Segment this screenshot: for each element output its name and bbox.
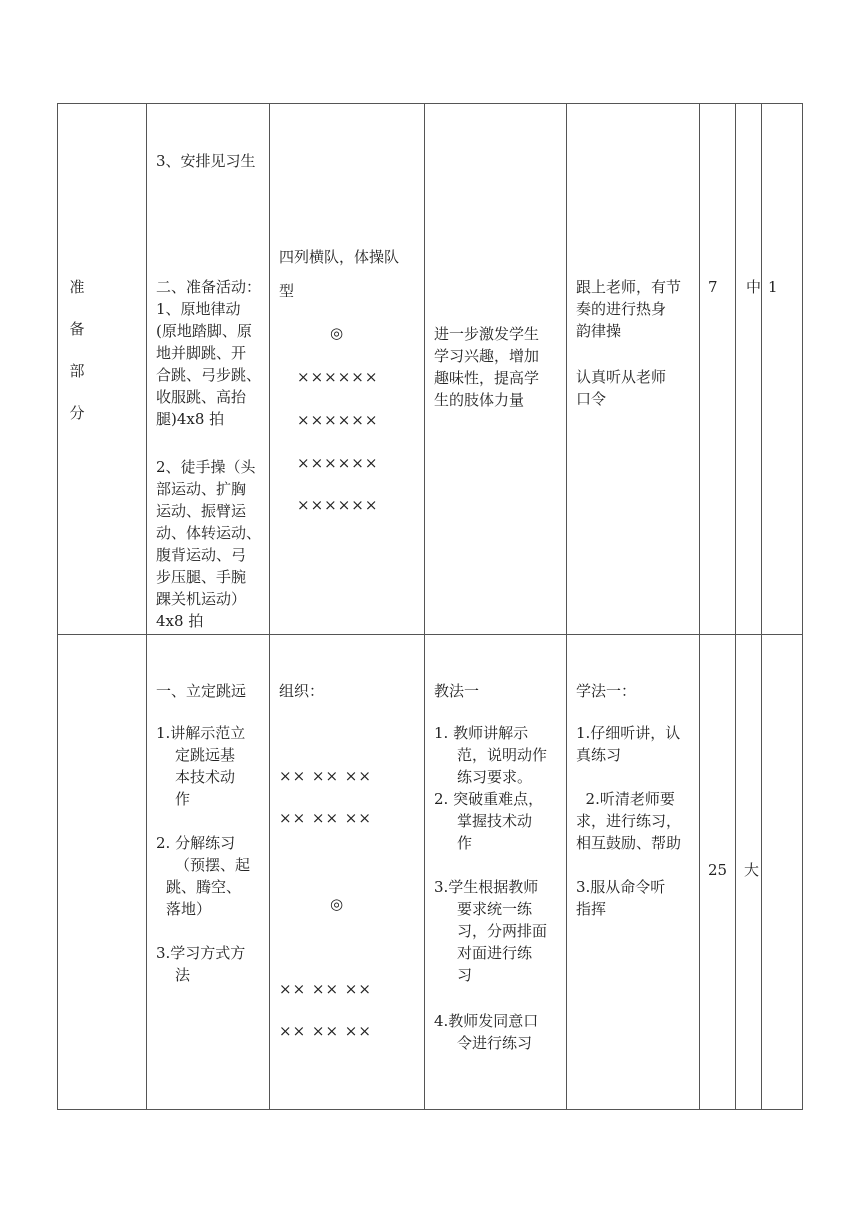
prep-teacher-method-cell	[425, 104, 567, 635]
warmup-item-2: 2、徒手操（头 部运动、扩胸 运动、振臂运 动、体转运动、 腹背运动、弓 步压腿、手腕 踝关机运动） 4x8 拍	[156, 458, 262, 630]
content-item-1: 1.讲解示范立 定跳远基 本技术动 作	[156, 724, 246, 808]
basic-time-cell	[700, 635, 736, 1110]
content-item-3: 3.学习方式方 法	[156, 944, 246, 984]
student-method-item-3: 3.服从命令听 指挥	[576, 878, 666, 918]
formation-row: ×× ×× ××	[279, 1022, 372, 1040]
lesson-plan-table	[57, 103, 803, 1110]
student-method-label: 学法一：	[576, 682, 637, 700]
intensity-value: 中	[746, 278, 762, 296]
section-char: 部	[69, 362, 85, 380]
time-value: 7	[708, 278, 718, 296]
basic-organization-cell	[270, 635, 425, 1110]
basic-intensity-cell	[736, 635, 762, 1110]
content-item-2: 2. 分解练习 （预摆、起 跳、腾空、 落地）	[156, 834, 251, 918]
teacher-method-item-2: 2. 突破重难点， 掌握技术动 作	[434, 790, 544, 852]
intensity-value: 大	[744, 861, 760, 879]
formation-row: ××××××	[297, 411, 379, 429]
standing-long-jump-heading: 一、立定跳远	[156, 682, 247, 700]
prep-section-row	[58, 104, 803, 635]
basic-section-label-cell	[58, 635, 147, 1110]
formation-row: ××××××	[297, 368, 379, 386]
basic-section-row	[58, 635, 803, 1110]
student-method-listen: 认真听从老师 口令	[576, 368, 667, 408]
section-char: 准	[69, 278, 85, 296]
student-method-item-2: 2.听清老师要 求，进行练习， 相互鼓励、帮助	[576, 790, 682, 852]
count-value: 1	[768, 278, 778, 296]
organization-label: 组织：	[279, 682, 325, 700]
prep-student-method-cell	[567, 104, 700, 635]
prep-count-cell	[762, 104, 803, 635]
section-char: 分	[69, 404, 85, 422]
teacher-method-text: 进一步激发学生 学习兴趣，增加 趣味性，提高学 生的肢体力量	[434, 325, 540, 409]
teacher-method-item-3: 3.学生根据教师 要求统一练 习，分两排面 对面进行练 习	[434, 878, 548, 984]
prep-content-cell	[147, 104, 270, 635]
teacher-method-item-1: 1. 教师讲解示 范，说明动作 练习要求。	[434, 724, 548, 786]
teacher-position-symbol: ◎	[330, 324, 345, 342]
prep-organization-cell	[270, 104, 425, 635]
basic-content-cell	[147, 635, 270, 1110]
prep-section-label-cell	[58, 104, 147, 635]
time-value: 25	[708, 861, 728, 879]
student-method-warmup: 跟上老师，有节 奏的进行热身 韵律操	[576, 278, 682, 340]
teacher-method-item-4: 4.教师发同意口 令进行练习	[434, 1012, 539, 1052]
formation-row: ×× ×× ××	[279, 809, 372, 827]
formation-row: ××××××	[297, 454, 379, 472]
formation-row: ×× ×× ××	[279, 980, 372, 998]
formation-description: 四列横队，体操队 型	[279, 248, 400, 300]
warmup-item-1: 1、原地律动 (原地踏脚、原 地并脚跳、开 合跳、弓步跳、 收服跳、高抬 腿)4x8 拍	[156, 300, 262, 428]
section-char: 备	[69, 320, 85, 338]
student-method-item-1: 1.仔细听讲，认 真练习	[576, 724, 681, 764]
prep-time-cell	[700, 104, 736, 635]
basic-teacher-method-cell	[425, 635, 567, 1110]
prep-intensity-cell	[736, 104, 762, 635]
teacher-position-symbol: ◎	[330, 895, 345, 913]
formation-row: ××××××	[297, 496, 379, 514]
teacher-method-label: 教法一	[434, 682, 480, 700]
basic-student-method-cell	[567, 635, 700, 1110]
warmup-heading: 二、准备活动：	[156, 278, 262, 296]
section-label	[67, 276, 87, 444]
arrange-observers-text: 3、安排见习生	[156, 152, 256, 170]
basic-count-cell	[762, 635, 803, 1110]
formation-row: ×× ×× ××	[279, 767, 372, 785]
